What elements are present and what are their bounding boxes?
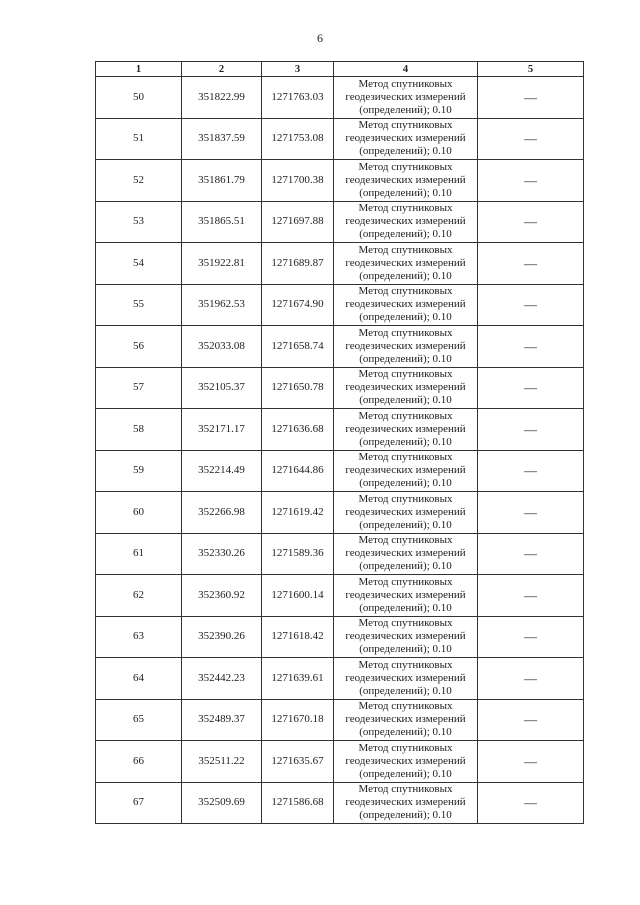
method-line: Метод спутниковых (358, 783, 453, 796)
table-row (96, 616, 584, 658)
point-number-cell: 67 (96, 782, 182, 824)
point-number-cell: 53 (96, 201, 182, 243)
x-coordinate-cell: 352509.69 (182, 782, 262, 824)
extra-info-cell: — (478, 575, 584, 617)
extra-info-cell: — (478, 741, 584, 783)
method-cell (334, 575, 478, 617)
column-header: 4 (334, 62, 478, 77)
method-cell (334, 616, 478, 658)
method-line: (определений); 0.10 (359, 643, 452, 656)
table-row (96, 326, 584, 368)
x-coordinate-cell: 352390.26 (182, 616, 262, 658)
method-line: геодезических измерений (345, 588, 466, 601)
method-line: (определений); 0.10 (359, 269, 452, 282)
y-coordinate-cell: 1271619.42 (262, 492, 334, 534)
method-line: (определений); 0.10 (359, 228, 452, 241)
method-line: геодезических измерений (345, 630, 466, 643)
column-header: 2 (182, 62, 262, 77)
x-coordinate-cell: 352442.23 (182, 658, 262, 700)
y-coordinate-cell: 1271670.18 (262, 699, 334, 741)
x-coordinate-cell: 352105.37 (182, 367, 262, 409)
coordinates-table (95, 61, 584, 824)
extra-info-cell: — (478, 201, 584, 243)
y-coordinate-cell: 1271658.74 (262, 326, 334, 368)
extra-info-cell: — (478, 409, 584, 451)
method-cell (334, 160, 478, 202)
method-line: (определений); 0.10 (359, 726, 452, 739)
method-line: геодезических измерений (345, 671, 466, 684)
point-number-cell: 58 (96, 409, 182, 451)
y-coordinate-cell: 1271639.61 (262, 658, 334, 700)
x-coordinate-cell: 352214.49 (182, 450, 262, 492)
point-number-cell: 60 (96, 492, 182, 534)
method-cell (334, 533, 478, 575)
x-coordinate-cell: 352511.22 (182, 741, 262, 783)
method-cell (334, 450, 478, 492)
method-line: Метод спутниковых (358, 575, 453, 588)
extra-info-cell: — (478, 782, 584, 824)
method-cell (334, 284, 478, 326)
x-coordinate-cell: 351865.51 (182, 201, 262, 243)
method-line: геодезических измерений (345, 298, 466, 311)
method-line: Метод спутниковых (358, 658, 453, 671)
method-line: (определений); 0.10 (359, 352, 452, 365)
point-number-cell: 64 (96, 658, 182, 700)
table-body (96, 77, 584, 824)
method-line: (определений); 0.10 (359, 684, 452, 697)
point-number-cell: 62 (96, 575, 182, 617)
method-line: геодезических измерений (345, 754, 466, 767)
y-coordinate-cell: 1271636.68 (262, 409, 334, 451)
method-cell (334, 492, 478, 534)
method-line: геодезических измерений (345, 464, 466, 477)
method-line: геодезических измерений (345, 381, 466, 394)
table-header-row (96, 62, 584, 77)
extra-info-cell: — (478, 492, 584, 534)
method-line: геодезических измерений (345, 547, 466, 560)
x-coordinate-cell: 351962.53 (182, 284, 262, 326)
y-coordinate-cell: 1271618.42 (262, 616, 334, 658)
x-coordinate-cell: 352489.37 (182, 699, 262, 741)
table-row (96, 160, 584, 202)
method-cell (334, 409, 478, 451)
table-row (96, 575, 584, 617)
extra-info-cell: — (478, 450, 584, 492)
method-line: Метод спутниковых (358, 741, 453, 754)
method-line: (определений); 0.10 (359, 560, 452, 573)
method-line: геодезических измерений (345, 796, 466, 809)
y-coordinate-cell: 1271586.68 (262, 782, 334, 824)
y-coordinate-cell: 1271650.78 (262, 367, 334, 409)
method-line: Метод спутниковых (358, 492, 453, 505)
table-row (96, 699, 584, 741)
point-number-cell: 51 (96, 118, 182, 160)
extra-info-cell: — (478, 160, 584, 202)
point-number-cell: 59 (96, 450, 182, 492)
method-line: Метод спутниковых (358, 326, 453, 339)
method-line: (определений); 0.10 (359, 767, 452, 780)
x-coordinate-cell: 352171.17 (182, 409, 262, 451)
method-line: геодезических измерений (345, 173, 466, 186)
point-number-cell: 57 (96, 367, 182, 409)
extra-info-cell: — (478, 77, 584, 119)
point-number-cell: 65 (96, 699, 182, 741)
method-line: Метод спутниковых (358, 451, 453, 464)
point-number-cell: 55 (96, 284, 182, 326)
y-coordinate-cell: 1271700.38 (262, 160, 334, 202)
table-row (96, 367, 584, 409)
method-cell (334, 367, 478, 409)
table-row (96, 492, 584, 534)
table-row (96, 450, 584, 492)
method-line: Метод спутниковых (358, 119, 453, 132)
x-coordinate-cell: 352266.98 (182, 492, 262, 534)
point-number-cell: 61 (96, 533, 182, 575)
method-line: геодезических измерений (345, 339, 466, 352)
method-line: Метод спутниковых (358, 617, 453, 630)
table-row (96, 658, 584, 700)
point-number-cell: 54 (96, 243, 182, 285)
method-line: геодезических измерений (345, 505, 466, 518)
y-coordinate-cell: 1271753.08 (262, 118, 334, 160)
method-line: Метод спутниковых (358, 202, 453, 215)
column-header: 3 (262, 62, 334, 77)
extra-info-cell: — (478, 243, 584, 285)
method-cell (334, 782, 478, 824)
page-number: 6 (317, 31, 323, 45)
method-line: (определений); 0.10 (359, 311, 452, 324)
method-line: (определений); 0.10 (359, 477, 452, 490)
method-cell (334, 658, 478, 700)
method-cell (334, 201, 478, 243)
y-coordinate-cell: 1271600.14 (262, 575, 334, 617)
method-line: геодезических измерений (345, 90, 466, 103)
x-coordinate-cell: 352330.26 (182, 533, 262, 575)
method-line: (определений); 0.10 (359, 809, 452, 822)
extra-info-cell: — (478, 326, 584, 368)
method-line: геодезических измерений (345, 422, 466, 435)
y-coordinate-cell: 1271674.90 (262, 284, 334, 326)
method-line: (определений); 0.10 (359, 186, 452, 199)
table-row (96, 243, 584, 285)
y-coordinate-cell: 1271689.87 (262, 243, 334, 285)
method-line: Метод спутниковых (358, 160, 453, 173)
column-header: 5 (478, 62, 584, 77)
method-cell (334, 741, 478, 783)
method-line: Метод спутниковых (358, 700, 453, 713)
method-cell (334, 77, 478, 119)
column-header: 1 (96, 62, 182, 77)
y-coordinate-cell: 1271697.88 (262, 201, 334, 243)
method-cell (334, 243, 478, 285)
table-row (96, 741, 584, 783)
method-line: Метод спутниковых (358, 285, 453, 298)
table-row (96, 201, 584, 243)
table-row (96, 533, 584, 575)
method-cell (334, 326, 478, 368)
method-line: (определений); 0.10 (359, 435, 452, 448)
y-coordinate-cell: 1271763.03 (262, 77, 334, 119)
x-coordinate-cell: 351922.81 (182, 243, 262, 285)
method-line: Метод спутниковых (358, 243, 453, 256)
table-row (96, 77, 584, 119)
x-coordinate-cell: 351822.99 (182, 77, 262, 119)
method-line: Метод спутниковых (358, 534, 453, 547)
method-line: геодезических измерений (345, 215, 466, 228)
method-line: Метод спутниковых (358, 409, 453, 422)
method-cell (334, 118, 478, 160)
y-coordinate-cell: 1271644.86 (262, 450, 334, 492)
extra-info-cell: — (478, 658, 584, 700)
point-number-cell: 66 (96, 741, 182, 783)
table-row (96, 409, 584, 451)
point-number-cell: 56 (96, 326, 182, 368)
method-line: (определений); 0.10 (359, 601, 452, 614)
x-coordinate-cell: 352033.08 (182, 326, 262, 368)
method-line: геодезических измерений (345, 256, 466, 269)
y-coordinate-cell: 1271635.67 (262, 741, 334, 783)
point-number-cell: 52 (96, 160, 182, 202)
extra-info-cell: — (478, 118, 584, 160)
method-line: (определений); 0.10 (359, 394, 452, 407)
extra-info-cell: — (478, 367, 584, 409)
table-row (96, 118, 584, 160)
point-number-cell: 50 (96, 77, 182, 119)
x-coordinate-cell: 351837.59 (182, 118, 262, 160)
table-row (96, 782, 584, 824)
extra-info-cell: — (478, 284, 584, 326)
method-line: (определений); 0.10 (359, 518, 452, 531)
x-coordinate-cell: 352360.92 (182, 575, 262, 617)
method-line: Метод спутниковых (358, 77, 453, 90)
extra-info-cell: — (478, 699, 584, 741)
method-line: геодезических измерений (345, 713, 466, 726)
method-line: геодезических измерений (345, 132, 466, 145)
method-cell (334, 699, 478, 741)
y-coordinate-cell: 1271589.36 (262, 533, 334, 575)
x-coordinate-cell: 351861.79 (182, 160, 262, 202)
point-number-cell: 63 (96, 616, 182, 658)
method-line: (определений); 0.10 (359, 145, 452, 158)
extra-info-cell: — (478, 616, 584, 658)
method-line: Метод спутниковых (358, 368, 453, 381)
method-line: (определений); 0.10 (359, 103, 452, 116)
extra-info-cell: — (478, 533, 584, 575)
table-row (96, 284, 584, 326)
